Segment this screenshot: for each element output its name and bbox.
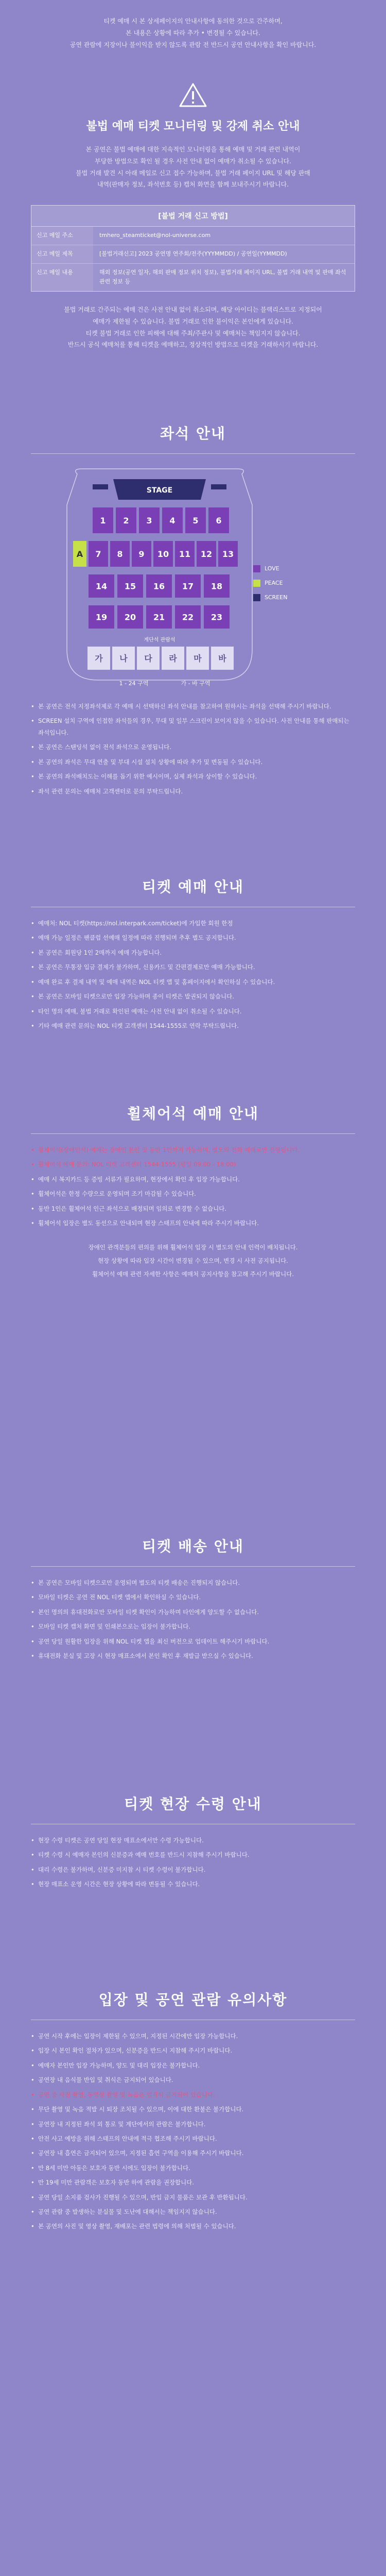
- entry-item: • 공연 중 사진 촬영, 동영상 촬영 및 녹음은 엄격히 금지되어 있습니다.: [31, 2089, 355, 2100]
- report-email[interactable]: tmhero_steamticket@nol-universe.com: [99, 232, 211, 239]
- seat-section-label: 12: [200, 549, 213, 559]
- legend-swatch-love: [253, 565, 260, 572]
- divider: [31, 1133, 355, 1134]
- legend-label: SCREEN: [265, 594, 288, 601]
- warning-title: 불법 예매 티켓 모니터링 및 강제 취소 안내: [86, 120, 300, 133]
- booking-item: • 예매 완료 후 결제 내역 및 예매 내역은 NOL 티켓 앱 및 홈페이지에서 확인하실 수 있습니다.: [31, 976, 355, 988]
- seating-note: • 본 공연은 전석 지정좌석제로 각 예매 시 선택하신 좌석 안내를 참고하여 원하시는 좌석을 선택해 주시기 바랍니다.: [31, 701, 355, 712]
- seat-legend: [253, 562, 287, 605]
- onsite-item: • 티켓 수령 시 예매자 본인의 신분증과 예매 번호를 반드시 지참해 주시기 바랍니다.: [31, 1849, 355, 1860]
- warning-footer-line: 불법 거래로 간주되는 예매 건은 사전 안내 없이 취소되며, 해당 아이디는 블랙리스트로 지정되어: [64, 306, 322, 313]
- floor-caption: 1 - 24 구역: [119, 680, 149, 687]
- intro-line: 공연 관람에 지장이나 불이익을 받지 않도록 관람 전 반드시 공연 안내사항을 확인 바랍니다.: [69, 41, 317, 48]
- entry-item: • 공연장 내 음식물 반입 및 취식은 금지되어 있습니다.: [31, 2074, 355, 2086]
- seat-section-label: 23: [210, 612, 223, 622]
- wheelchair-title: 휠체어석 예매 안내: [127, 1105, 259, 1122]
- delivery-item: • 모바일 티켓은 공연 전 NOL 티켓 앱에서 확인하실 수 있습니다.: [31, 1591, 355, 1603]
- booking-list: [0, 918, 386, 1031]
- stage-label: STAGE: [146, 486, 173, 495]
- entry-section: [0, 1989, 386, 2235]
- warning-line: 내역(판매자 정보, 좌석번호 등) 캡처 화면을 함께 보내주시기 바랍니다.: [97, 181, 289, 189]
- entry-item: • 만 19세 미만 관람객은 보호자 동반 하에 관람을 권장합니다.: [31, 2177, 355, 2188]
- seat-section-label: 7: [95, 549, 101, 559]
- entry-item: • 공연 당일 소지품 검사가 진행될 수 있으며, 반입 금지 물품은 보관 후 반환됩니다.: [31, 2192, 355, 2203]
- warning-footer-line: 예매가 제한될 수 있습니다. 불법 거래로 인한 불이익은 본인에게 있습니다.: [93, 317, 293, 325]
- delivery-item: • 본 공연은 모바일 티켓으로만 운영되며 별도의 티켓 배송은 진행되지 않습니다.: [31, 1577, 355, 1588]
- letter-caption: 가 - 바 구역: [181, 680, 210, 687]
- booking-item: • 타인 명의 예매, 불법 거래로 확인된 예매는 사전 안내 없이 취소될 수 있습니다.: [31, 1006, 355, 1017]
- delivery-section: [0, 1535, 386, 1665]
- legend-swatch-peace: [253, 580, 260, 587]
- lower-sections: [89, 574, 230, 598]
- onsite-item: • 현장 매표소 운영 시간은 현장 상황에 따라 변동될 수 있습니다.: [31, 1878, 355, 1890]
- seat-section-letter-label: 바: [218, 653, 226, 664]
- seating-note: • SCREEN 설치 구역에 인접한 좌석들의 경우, 무대 및 일부 스크린이 보이지 않을 수 있습니다. 사전 안내를 통해 판매되는 좌석입니다.: [31, 715, 355, 738]
- warning-body: [0, 133, 386, 191]
- divider: [31, 1566, 355, 1567]
- seating-title: 좌석 안내: [160, 425, 226, 442]
- seat-map: [31, 464, 355, 690]
- report-key: 신고 메일 주소: [31, 227, 93, 245]
- entry-item: • 무단 촬영 및 녹음 적발 시 퇴장 조치될 수 있으며, 이에 대한 환불은 불가합니다.: [31, 2104, 355, 2115]
- legend-label: LOVE: [265, 565, 279, 572]
- warning-section: [0, 82, 386, 133]
- seat-section-letter-label: 다: [144, 653, 152, 664]
- delivery-list: [0, 1577, 386, 1662]
- report-row: [31, 264, 355, 291]
- delivery-item: • 휴대전화 분실 및 고장 시 현장 매표소에서 본인 확인 후 재발급 받으실 수 있습니다.: [31, 1650, 355, 1662]
- seat-section-label: 16: [153, 581, 165, 591]
- report-row: [31, 245, 355, 264]
- upper-sections: [93, 507, 229, 533]
- onsite-item: • 대리 수령은 불가하며, 신분증 미지참 시 티켓 수령이 불가합니다.: [31, 1864, 355, 1875]
- seating-section: [0, 422, 386, 443]
- entry-item: • 공연장 내 흡연은 금지되어 있으며, 지정된 흡연 구역을 이용해 주시기 바랍니다.: [31, 2147, 355, 2159]
- delivery-item: • 본인 명의의 휴대전화로만 모바일 티켓 확인이 가능하며 타인에게 양도할 수 없습니다.: [31, 1606, 355, 1618]
- warning-footer-line: 반드시 공식 예매처를 통해 티켓을 예매하고, 정상적인 방법으로 티켓을 거래하시기 바랍니다.: [67, 341, 319, 349]
- seating-note: • 좌석 관련 문의는 예매처 고객센터로 문의 부탁드립니다.: [31, 786, 355, 797]
- seat-section-label: 13: [222, 549, 234, 559]
- warning-line: 본 공연은 불법 예매에 대한 지속적인 모니터링을 통해 예매 및 거래 관련 내역이: [85, 146, 301, 153]
- wheelchair-item: • 휠체어석은 한정 수량으로 운영되며 조기 마감될 수 있습니다.: [31, 1188, 355, 1199]
- seat-section-label: 8: [117, 549, 123, 559]
- seat-section-label: 14: [95, 581, 108, 591]
- report-value: 해외 정보(공연 일자, 해외 판매 정보 위치 정보), 불법거래 페이지 URL, 불법 거래 내역 및 판매 좌석 관련 정보 등: [99, 268, 346, 285]
- entry-item: • 안전 사고 예방을 위해 스태프의 안내에 적극 협조해 주시기 바랍니다.: [31, 2133, 355, 2144]
- onsite-section: [0, 1793, 386, 1893]
- seat-section-a-label: A: [76, 549, 83, 559]
- onsite-list: [0, 1835, 386, 1890]
- entry-item: • 공연 관람 중 발생하는 분실물 및 도난에 대해서는 책임지지 않습니다.: [31, 2206, 355, 2217]
- delivery-title: 티켓 배송 안내: [142, 1538, 244, 1555]
- wheelchair-notice: [0, 1242, 386, 1280]
- seat-section-label: 22: [182, 612, 194, 622]
- legend-swatch-screen: [253, 594, 260, 601]
- divider: [31, 453, 355, 454]
- seat-section-label: 15: [124, 581, 136, 591]
- wheelchair-notice-line: 장애인 관객분들의 편의를 위해 휠체어석 입장 시 별도의 안내 인력이 배치됩니다.: [88, 1243, 298, 1251]
- warning-line: 불법 거래 발견 시 아래 메일로 신고 접수 가능하며, 불법 거래 페이지 URL 및 해당 판매: [76, 169, 310, 177]
- booking-item: • 예매 가능 일정은 팬클럽 선예매 일정에 따라 진행되며 추후 별도 공지합니다.: [31, 932, 355, 943]
- delivery-item: • 공연 당일 원활한 입장을 위해 NOL 티켓 앱을 최신 버전으로 업데이트 해주시기 바랍니다.: [31, 1636, 355, 1647]
- report-row: [31, 227, 355, 245]
- warning-line: 부당한 방법으로 확인 될 경우 사전 안내 없이 예매가 취소될 수 있습니다.: [95, 157, 291, 165]
- report-value: [불법거래신고] 2023 공연명 연주회/전주(YYYMMDD) / 공연일(YYMMDD): [99, 250, 287, 257]
- booking-item: • 본 공연은 모바일 티켓으로만 입장 가능하며 종이 티켓은 발권되지 않습니다.: [31, 991, 355, 1002]
- onsite-item: • 현장 수령 티켓은 공연 당일 현장 매표소에서만 수령 가능합니다.: [31, 1835, 355, 1846]
- booking-item: • 기타 예매 관련 문의는 NOL 티켓 고객센터 1544-1555로 연락 부탁드립니다.: [31, 1020, 355, 1031]
- seat-section-label: 1: [100, 516, 106, 526]
- seating-note: • 본 공연의 좌석배치도는 이해를 돕기 위한 예시이며, 실제 좌석과 상이할 수 있습니다.: [31, 771, 355, 782]
- intro-line: 티켓 예매 시 본 상세페이지의 안내사항에 동의한 것으로 간주하며,: [103, 18, 283, 25]
- wheelchair-section: [0, 1103, 386, 1282]
- report-table-title: [불법 거래 신고 방법]: [31, 206, 355, 227]
- seat-section-label: 6: [216, 516, 222, 526]
- booking-item: • 예매처: NOL 티켓(https://nol.interpark.com/ticket)에 가입한 회원 한정: [31, 918, 355, 929]
- report-key: 신고 메일 제목: [31, 245, 93, 263]
- booking-section: [0, 876, 386, 1035]
- seat-section-letter-label: 마: [194, 653, 202, 664]
- seat-section-label: 3: [146, 516, 152, 526]
- seat-section-label: 10: [157, 549, 169, 559]
- legend-item: [253, 562, 287, 576]
- seating-notes: [0, 701, 386, 800]
- wheelchair-item: • 휠체어석 입장은 별도 동선으로 안내되며 현장 스태프의 안내에 따라 주시기 바랍니다.: [31, 1217, 355, 1229]
- screen-left: [93, 484, 108, 489]
- seating-note: • 본 공연의 좌석은 무대 연출 및 부대 시설 설치 상황에 따라 추가 및 변동될 수 있습니다.: [31, 756, 355, 768]
- entry-title: 입장 및 공연 관람 유의사항: [98, 1991, 288, 2008]
- entry-item: • 예매자 본인만 입장 가능하며, 양도 및 대리 입장은 불가합니다.: [31, 2060, 355, 2071]
- tier-sections: [89, 605, 230, 629]
- warning-triangle-icon: [179, 82, 207, 108]
- screen-right: [211, 484, 226, 489]
- mid-sections: [73, 541, 238, 567]
- seat-section-label: 17: [182, 581, 194, 591]
- seat-section-letter-label: 가: [95, 653, 103, 664]
- delivery-item: • 모바일 티켓 캡처 화면 및 인쇄본으로는 입장이 불가합니다.: [31, 1621, 355, 1632]
- legend-item: [253, 576, 287, 590]
- entry-item: • 본 공연의 사진 및 영상 촬영, 재배포는 관련 법령에 의해 처벌될 수 있습니다.: [31, 2221, 355, 2232]
- legend-label: PEACE: [265, 580, 283, 586]
- onsite-title: 티켓 현장 수령 안내: [124, 1795, 262, 1812]
- wheelchair-item: • 동반 1인은 휠체어석 인근 좌석으로 배정되며 임의로 변경할 수 없습니다.: [31, 1203, 355, 1214]
- report-table: [31, 205, 355, 292]
- seat-section-label: 5: [192, 516, 199, 526]
- entry-item: • 입장 시 본인 확인 절차가 있으며, 신분증을 반드시 지참해 주시기 바랍니다.: [31, 2045, 355, 2056]
- intro-notice: [0, 0, 386, 67]
- seat-section-label: 11: [179, 549, 191, 559]
- lower-label: 계단석 관람석: [144, 637, 176, 643]
- wheelchair-item: • 예매 시 복지카드 등 증빙 서류가 필요하며, 현장에서 확인 후 입장 가능합니다.: [31, 1174, 355, 1185]
- entry-item: • 공연 시작 후에는 입장이 제한될 수 있으며, 지정된 시간에만 입장 가능합니다.: [31, 2030, 355, 2042]
- seat-section-label: 2: [123, 516, 129, 526]
- intro-line: 본 내용은 상황에 따라 추가 • 변경될 수 있습니다.: [126, 29, 260, 37]
- booking-item: • 본 공연은 회원당 1인 2매까지 예매 가능합니다.: [31, 947, 355, 958]
- seat-section-label: 18: [210, 581, 223, 591]
- booking-title: 티켓 예매 안내: [142, 878, 244, 895]
- seat-section-label: 21: [153, 612, 165, 622]
- entry-list: [0, 2030, 386, 2232]
- seat-section-letter-label: 나: [119, 653, 128, 664]
- warning-footer: [0, 292, 386, 351]
- wheelchair-notice-line: 휠체어석 예매 관련 자세한 사항은 예매처 공지사항을 참고해 주시기 바랍니다.: [92, 1270, 294, 1278]
- report-key: 신고 메일 내용: [31, 264, 93, 291]
- entry-item: • 만 8세 미만 아동은 보호자 동반 시에도 입장이 불가합니다.: [31, 2162, 355, 2174]
- entry-item: • 공연장 내 지정된 좌석 외 통로 및 계단에서의 관람은 불가합니다.: [31, 2119, 355, 2130]
- seating-note: • 본 공연은 스탠딩석 없이 전석 좌석으로 운영됩니다.: [31, 741, 355, 753]
- letter-sections: [87, 647, 234, 670]
- wheelchair-item: • 휠체어석(장애인석) 예매는 장애인 본인 및 동반 1인까지 가능하며, 별도의 전화 예매로만 진행됩니다.: [31, 1144, 355, 1156]
- seat-section-label: 19: [95, 612, 108, 622]
- warning-footer-line: 티켓 불법 거래로 인한 피해에 대해 주최/주관사 및 예매처는 책임지지 않습니다.: [85, 329, 301, 337]
- seat-section-label: 4: [169, 516, 176, 526]
- wheelchair-list: [0, 1144, 386, 1229]
- wheelchair-notice-line: 현장 상황에 따라 입장 시간이 변경될 수 있으며, 변경 시 사전 공지됩니다.: [98, 1257, 288, 1264]
- wheelchair-item: • 휠체어석 예매 문의: NOL 티켓 고객센터 1544-1555 (평일 09:00 - 18:00): [31, 1159, 355, 1170]
- seat-section-letter-label: 라: [169, 653, 177, 664]
- seat-section-label: 9: [138, 549, 145, 559]
- booking-item: • 본 공연은 무통장 입금 결제가 불가하며, 신용카드 및 간편결제로만 예매 가능합니다.: [31, 961, 355, 973]
- seat-section-label: 20: [124, 612, 136, 622]
- legend-item: [253, 590, 287, 605]
